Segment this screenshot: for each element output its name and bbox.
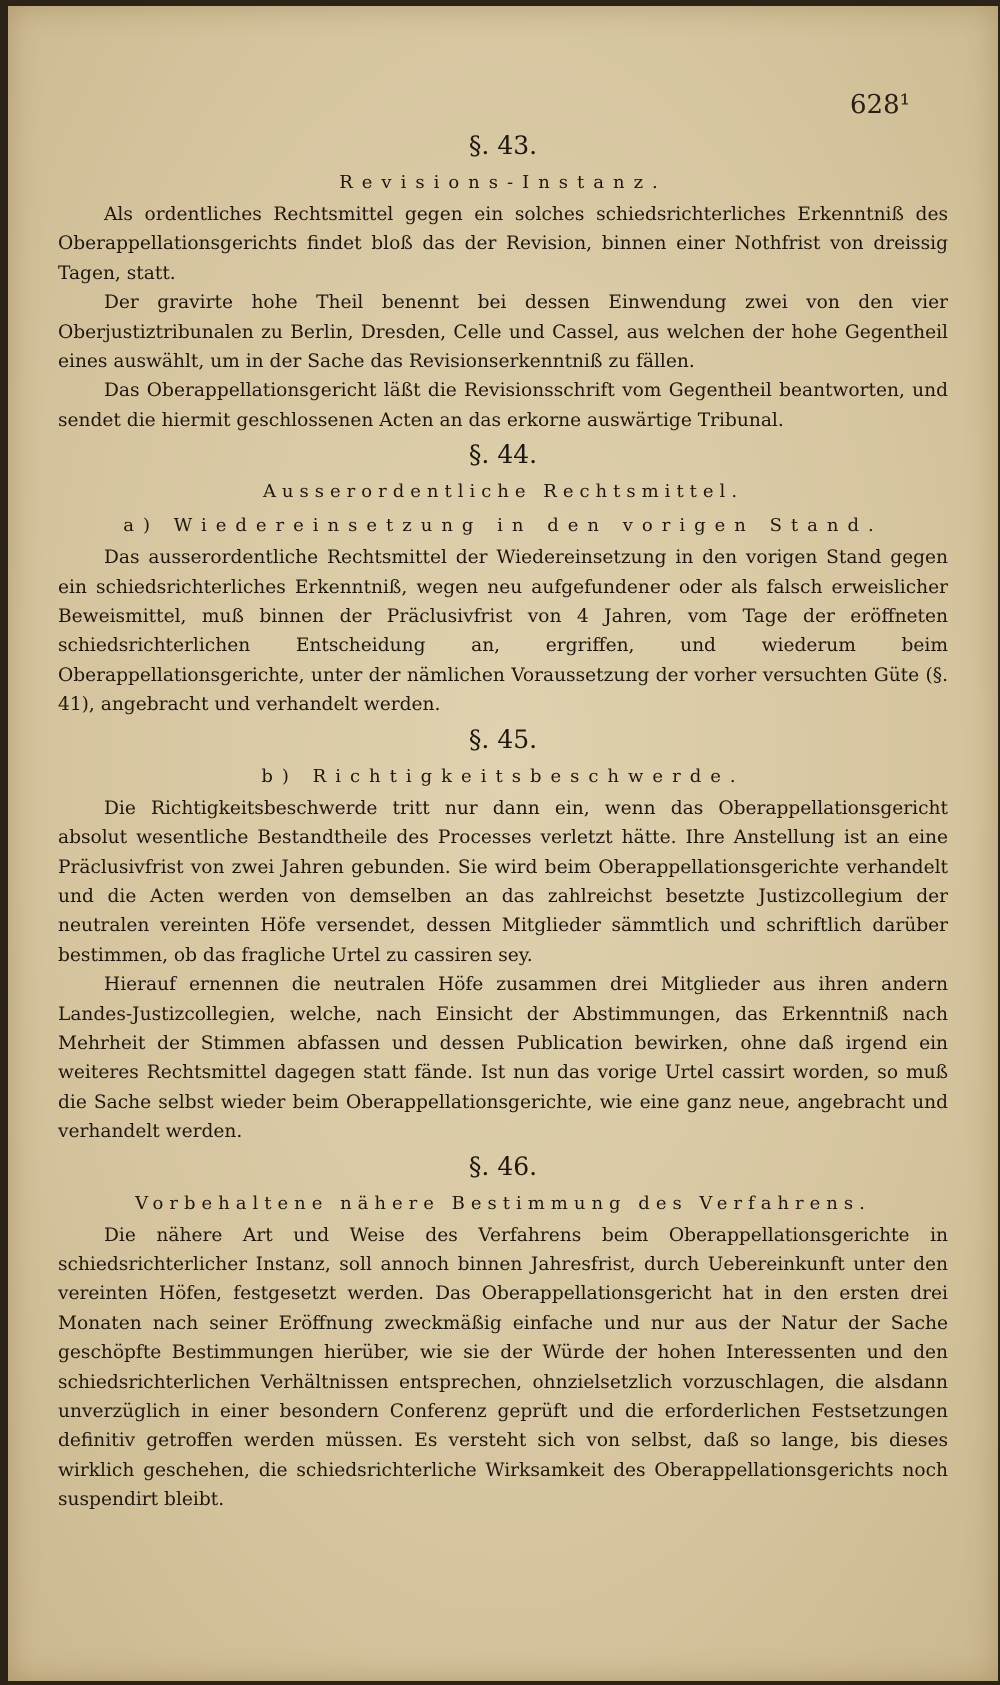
section-43-paragraph: Als ordentliches Rechtsmittel gegen ein solches schiedsrichterliches Erkenntniß des Oberappellationsgerichts findet bloß das der Revision, binnen einer Nothfrist von dreissig Tagen, statt. bbox=[58, 204, 948, 284]
document-page bbox=[8, 6, 998, 1681]
section-45-subheading: b) Richtigkeitsbeschwerde. bbox=[261, 765, 745, 787]
section-45-paragraph: Hierauf ernennen die neutralen Höfe zusammen drei Mitglieder aus ihren andern Landes-Justizcollegien, welche, nach Einsicht der Abstimmungen, das Erkenntniß nach Mehrheit der Stimmen abfassen und dessen Publication bewirken, ohne daß irgend ein weiteres Rechtsmittel dagegen statt fände. Ist nun das vorige Urtel cassirt worden, so muß die Sache selbst wieder beim Oberappellationsgerichte, wie eine ganz neue, angebracht und verhandelt werden. bbox=[58, 974, 948, 1143]
section-46-number: §. 46. bbox=[468, 1151, 538, 1181]
section-44-heading: Ausserordentliche Rechtsmittel. bbox=[262, 481, 744, 503]
section-46-heading: Vorbehaltene nähere Bestimmung des Verfahrens. bbox=[135, 1192, 871, 1214]
section-43-number: §. 43. bbox=[468, 131, 538, 160]
page-text bbox=[58, 126, 948, 1515]
section-43-paragraph: Das Oberappellationsgericht läßt die Revisionsschrift vom Gegentheil beantworten, und sendet die hiermit geschlossenen Acten an das erkorne auswärtige Tribunal. bbox=[58, 380, 948, 431]
section-44-subheading: a) Wiedereinsetzung in den vorigen Stand. bbox=[123, 515, 883, 537]
page-number: 628¹ bbox=[850, 90, 911, 120]
section-43-heading: Revisions-Instanz. bbox=[339, 172, 667, 193]
section-43-paragraph: Der gravirte hohe Theil benennt bei dessen Einwendung zwei von den vier Oberjustiztribunalen zu Berlin, Dresden, Celle und Cassel, aus welchen der hohe Gegentheil eines auswählt, um in der Sache das Revisionserkenntniß zu fällen. bbox=[58, 292, 948, 373]
section-46-paragraph: Die nähere Art und Weise des Verfahrens beim Oberappellationsgerichte in schiedsrichterlicher Instanz, soll annoch binnen Jahresfrist, durch Uebereinkunft unter den vereinten Höfen, festgesetzt werden. Das Oberappellationsgericht hat in den ersten drei Monaten nach seiner Eröffnung zweckmäßig einfache und nur aus der Natur der Sache geschöpfte Bestimmungen hierüber, wie sie der Würde der hohen Interessenten und den schiedsrichterlichen Verhältnissen entsprechen, ohnzielsetzlich vorzuschlagen, die alsdann unverzüglich in einer besondern Conferenz geprüft und die erforderlichen Festsetzungen definitiv getroffen werden müssen. Es versteht sich von selbst, daß so lange, bis dieses wirklich geschehen, die schiedsrichterliche Wirksamkeit des Oberappellationsgerichts noch suspendirt bleibt. bbox=[58, 1224, 948, 1511]
section-44-paragraph: Das ausserordentliche Rechtsmittel der Wiedereinsetzung in den vorigen Stand gegen ein schiedsrichterliches Erkenntniß, wegen neu aufgefundener oder als falsch erweislicher Beweismittel, muß binnen der Präclusivfrist von 4 Jahren, vom Tage der eröffneten schiedsrichterlichen Entscheidung an, ergriffen, und wiederum beim Oberappellationsgerichte, unter der nämlichen Voraussetzung der vorher versuchten Güte (§. 41), angebracht und verhandelt werden. bbox=[58, 547, 948, 716]
section-45-paragraph: Die Richtigkeitsbeschwerde tritt nur dann ein, wenn das Oberappellationsgericht absolut wesentliche Bestandtheile des Processes verletzt hätte. Ihre Anstellung ist an eine Präclusivfrist von zwei Jahren gebunden. Sie wird beim Oberappellationsgerichte verhandelt und die Acten werden von demselben an das zahlreichst besetzte Justizcollegium der neutralen vereinten Höfe versendet, dessen Mitglieder sämmtlich und schriftlich darüber bestimmen, ob das fragliche Urtel zu cassiren sey. bbox=[58, 797, 948, 966]
section-45-number: §. 45. bbox=[468, 724, 538, 754]
section-44-number: §. 44. bbox=[468, 440, 538, 470]
